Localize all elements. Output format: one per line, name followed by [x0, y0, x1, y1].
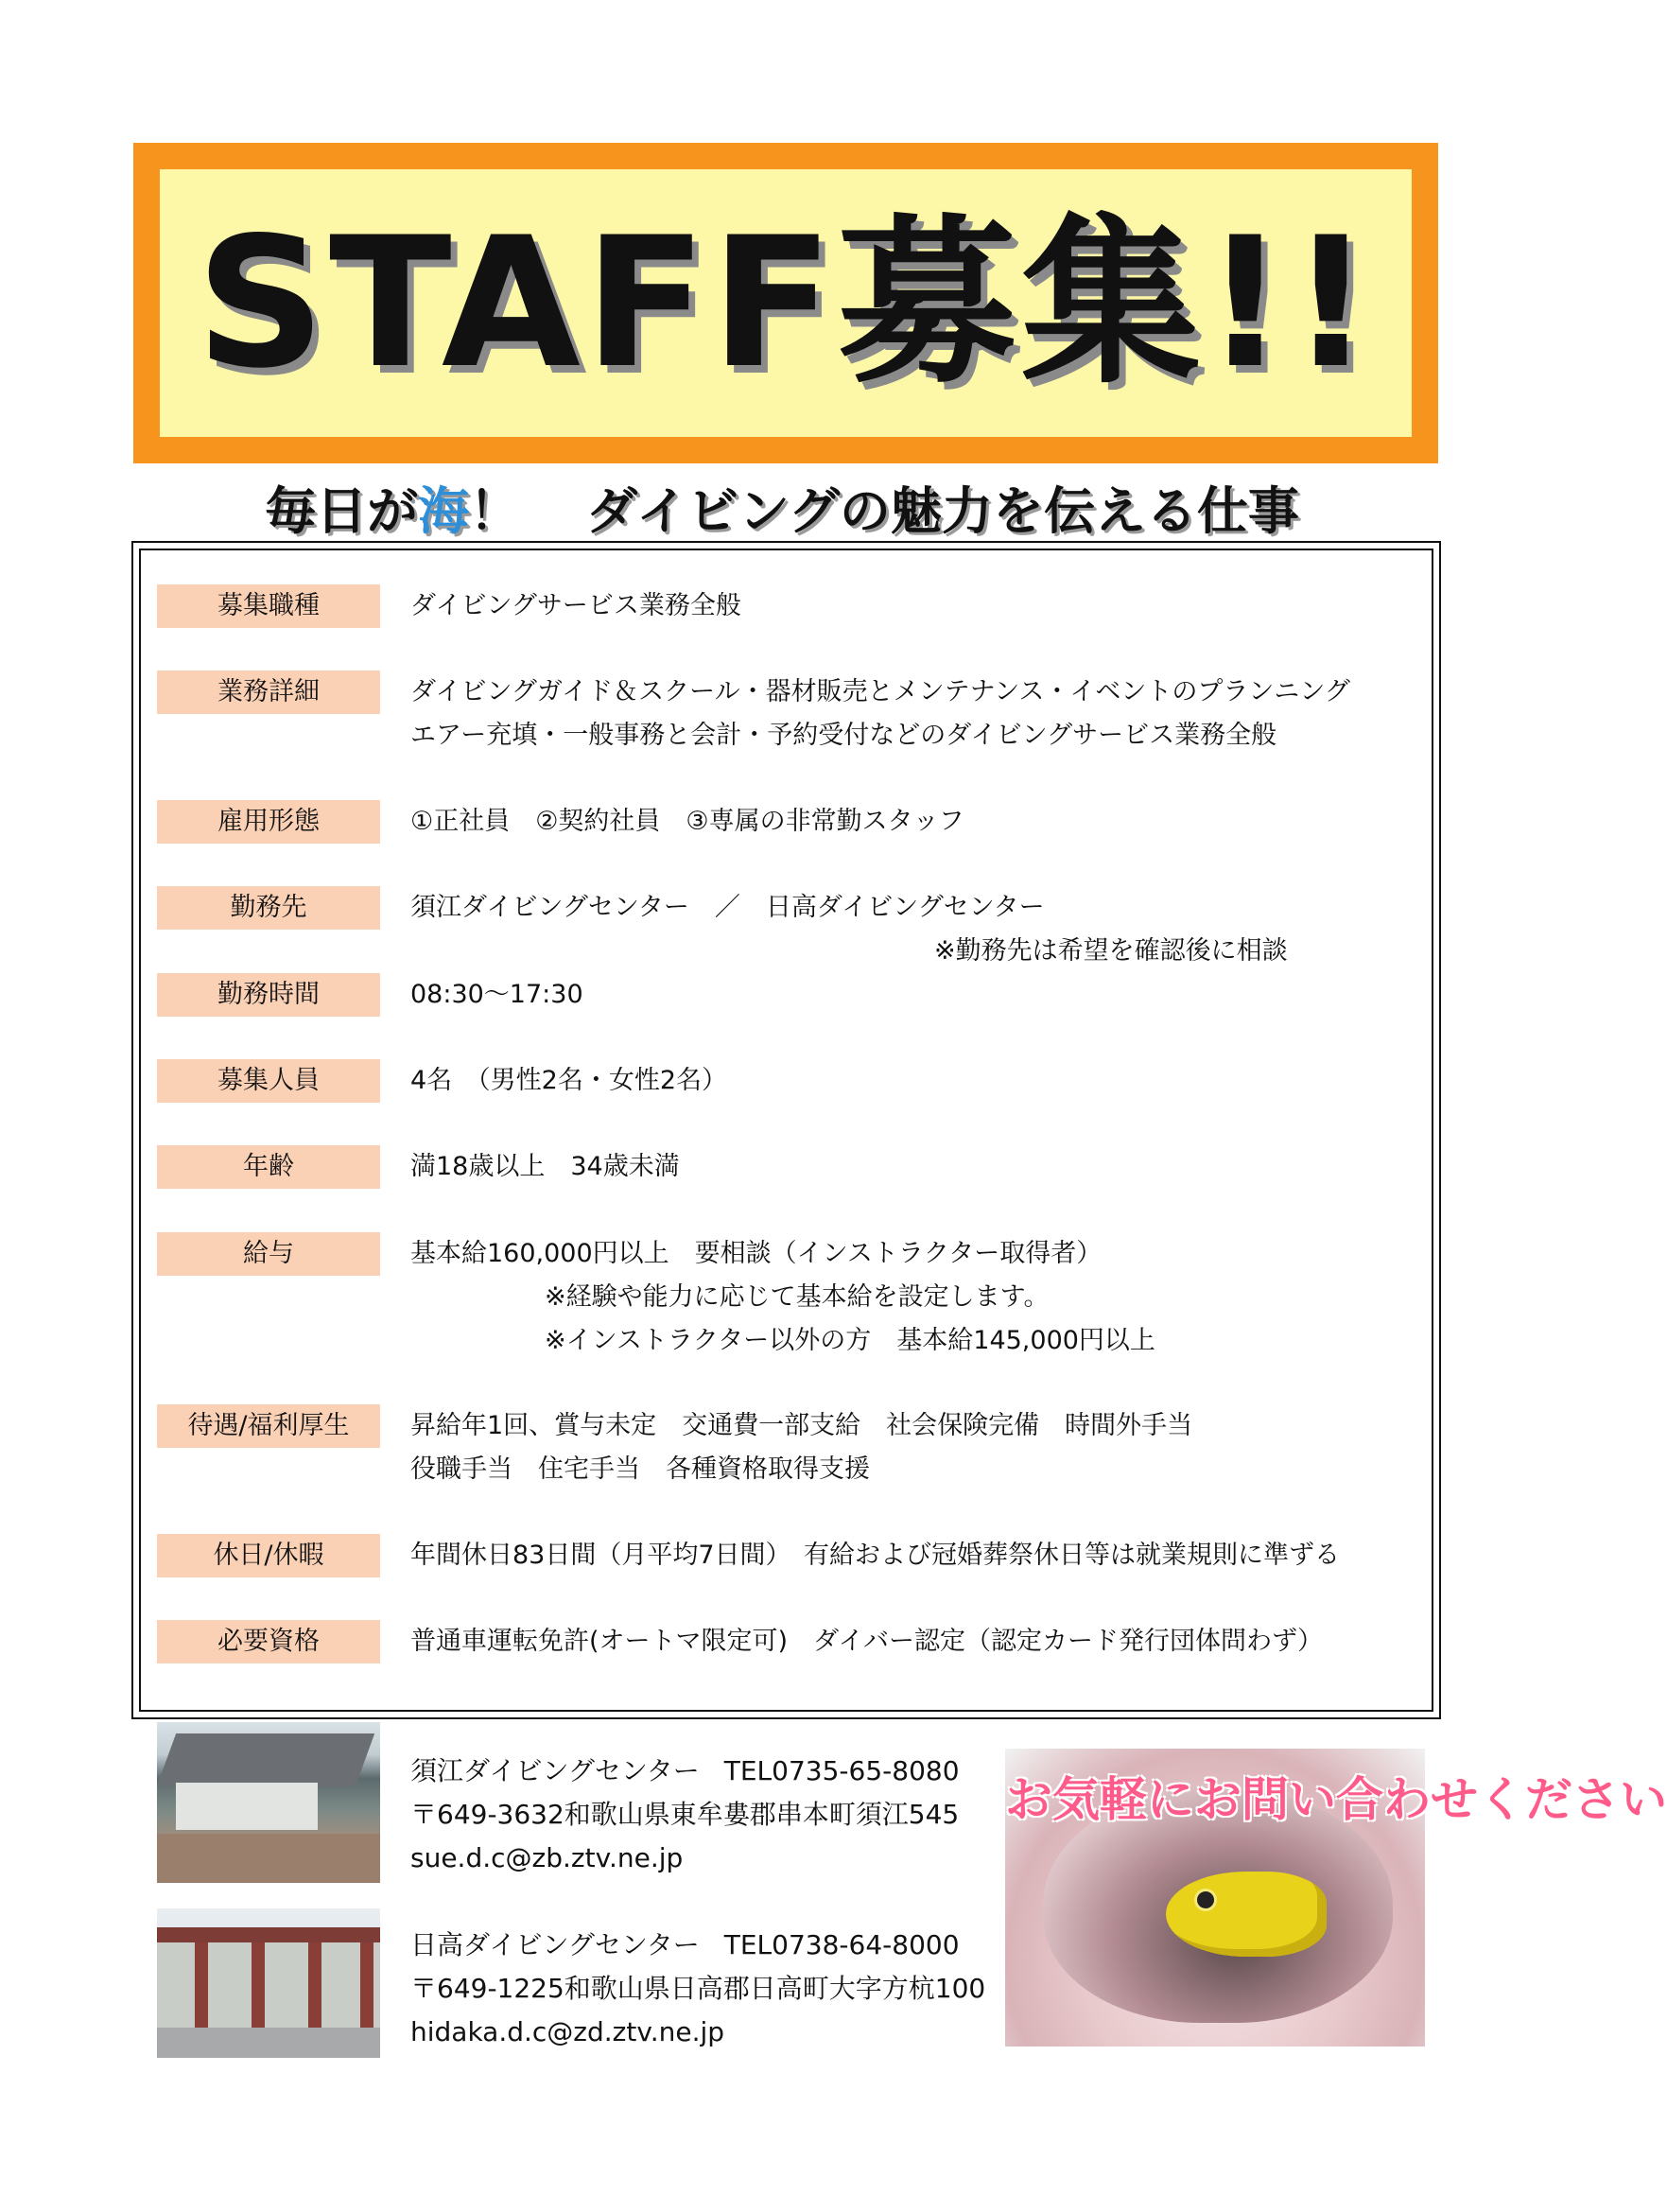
sue-center-email[interactable]: sue.d.c@zb.ztv.ne.jp	[410, 1842, 684, 1873]
inquiry-caption: お気軽にお問い合わせください	[1005, 1772, 1667, 1827]
label-job-detail: 業務詳細	[157, 671, 380, 714]
hidaka-center-address: 〒649-1225和歌山県日高郡日高町大字方杭100	[410, 1973, 986, 2004]
title-banner	[133, 143, 1438, 463]
sue-center-tel: TEL0735-65-8080	[723, 1755, 960, 1786]
value-headcount: 4名 （男性2名・女性2名）	[410, 1066, 728, 1095]
banner-title: STAFF募集!!	[196, 198, 1376, 408]
goby-fish-photo	[1005, 1749, 1667, 2047]
hidaka-center-name: 日高ダイビングセンター	[410, 1929, 700, 1960]
label-benefits: 待遇/福利厚生	[157, 1404, 380, 1448]
value-benefits: 昇給年1回、賞与未定 交通費一部支給 社会保険完備 時間外手当 役職手当 住宅手当 各種資格取得支援	[410, 1411, 1193, 1484]
value-holidays: 年間休日83日間（月平均7日間） 有給および冠婚葬祭休日等は就業規則に準ずる	[410, 1541, 1341, 1570]
contact-sue	[410, 1750, 960, 1880]
subtitle	[0, 478, 1564, 546]
value-work-hours: 08:30～17:30	[410, 980, 583, 1009]
title-banner-inner	[160, 169, 1412, 437]
subtitle-part1: 毎日が	[265, 481, 419, 541]
label-salary: 給与	[157, 1232, 380, 1276]
label-job-type: 募集職種	[157, 584, 380, 628]
value-age: 満18歳以上 34歳未満	[410, 1152, 680, 1181]
value-job-detail: ダイビングガイド＆スクール・器材販売とメンテナンス・イベントのプランニング エアー充填・一般事務と会計・予約受付などのダイビングサービス業務全般	[410, 677, 1350, 750]
value-workplace: 須江ダイビングセンター ／ 日高ダイビングセンター	[410, 893, 1045, 922]
sue-center-photo	[157, 1722, 380, 1883]
label-headcount: 募集人員	[157, 1059, 380, 1103]
subtitle-umi: 海	[418, 481, 470, 541]
contact-hidaka	[410, 1924, 985, 2054]
label-workplace: 勤務先	[157, 886, 380, 930]
label-qualifications: 必要資格	[157, 1620, 380, 1663]
hidaka-center-photo	[157, 1908, 380, 2058]
hidaka-center-email[interactable]: hidaka.d.c@zd.ztv.ne.jp	[410, 2016, 725, 2047]
workplace-note: ※勤務先は希望を確認後に相談	[934, 936, 1288, 966]
value-employment-type: ①正社員 ②契約社員 ③専属の非常勤スタッフ	[410, 807, 964, 836]
hidaka-center-tel: TEL0738-64-8000	[723, 1929, 960, 1960]
label-holidays: 休日/休暇	[157, 1534, 380, 1577]
sue-center-address: 〒649-3632和歌山県東牟婁郡串本町須江545	[410, 1799, 960, 1830]
value-job-type: ダイビングサービス業務全般	[410, 591, 741, 620]
label-work-hours: 勤務時間	[157, 973, 380, 1017]
subtitle-part3: ダイビングの魅力を伝える仕事	[586, 481, 1299, 541]
value-salary: 基本給160,000円以上 要相談（インストラクター取得者） ※経験や能力に応じて基本給を設定します。 ※インストラクター以外の方 基本給145,000円以上	[410, 1239, 1155, 1355]
value-qualifications: 普通車運転免許(オートマ限定可) ダイバー認定（認定カード発行団体問わず）	[410, 1627, 1323, 1656]
yellow-goby-image	[1166, 1872, 1327, 1957]
label-employment-type: 雇用形態	[157, 800, 380, 844]
label-age: 年齢	[157, 1145, 380, 1189]
sue-center-name: 須江ダイビングセンター	[410, 1755, 700, 1786]
subtitle-part2: ！	[469, 481, 521, 541]
